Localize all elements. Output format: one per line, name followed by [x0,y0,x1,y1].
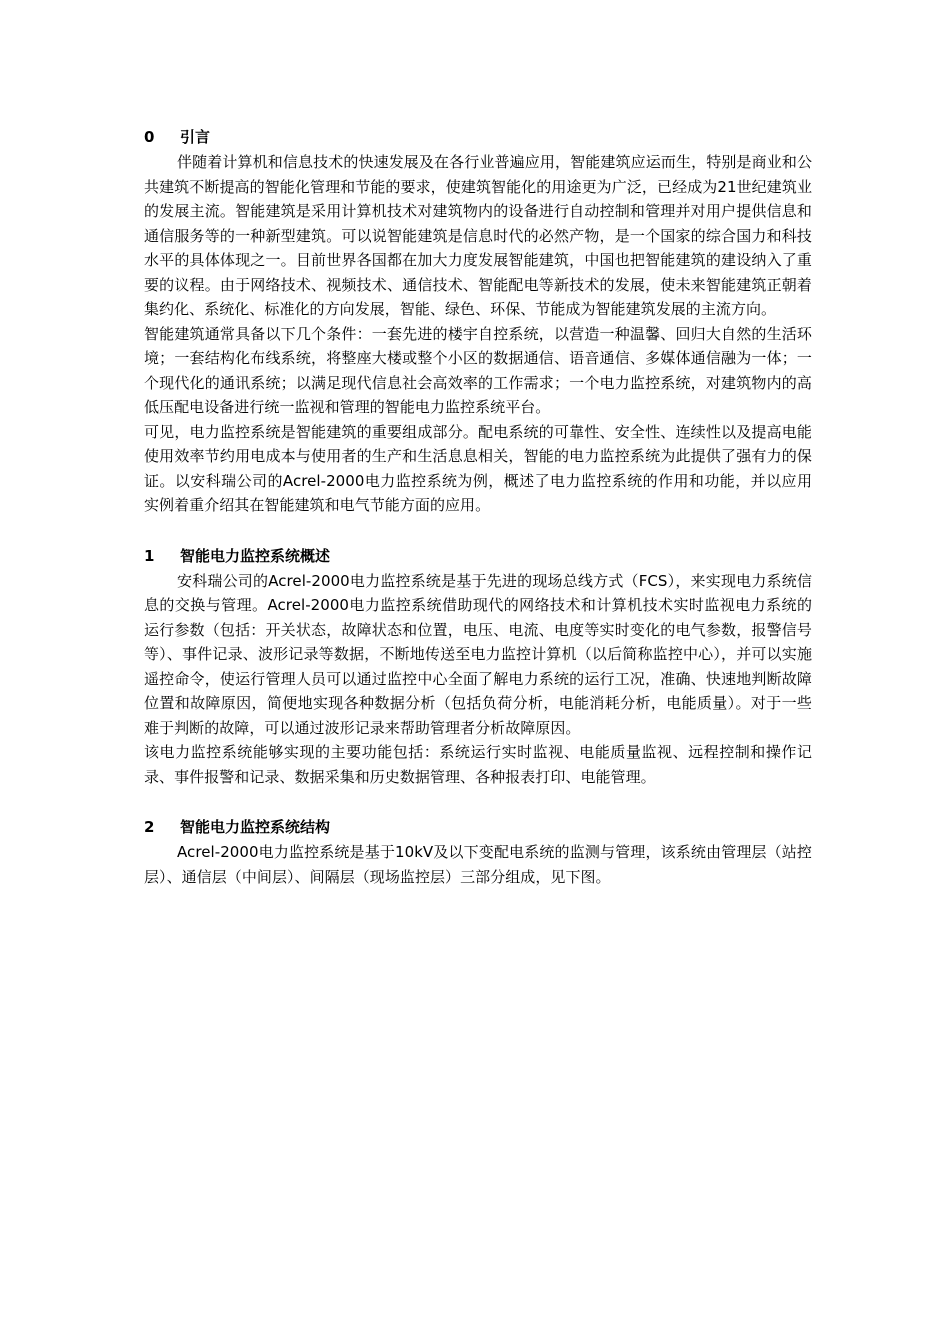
section-title: 引言 [180,128,211,146]
section-introduction [144,124,812,518]
section-overview [144,543,812,790]
paragraph: 伴随着计算机和信息技术的快速发展及在各行业普遍应用，智能建筑应运而生，特别是商业和公共建筑不断提高的智能化管理和节能的要求，使建筑智能化的用途更为广泛，已经成为21世纪建筑业的发展主流。智能建筑是采用计算机技术对建筑物内的设备进行自动控制和管理并对用户提供信息和通信服务等的一种新型建筑。可以说智能建筑是信息时代的必然产物，是一个国家的综合国力和科技水平的具体体现之一。目前世界各国都在加大力度发展智能建筑，中国也把智能建筑的建设纳入了重要的议程。由于网络技术、视频技术、通信技术、智能配电等新技术的发展，使未来智能建筑正朝着集约化、系统化、标准化的方向发展，智能、绿色、环保、节能成为智能建筑发展的主流方向。 [144,153,812,318]
section-heading [144,543,812,569]
document-page [144,124,812,889]
section-number: 0 [144,128,155,146]
section-title: 智能电力监控系统概述 [180,546,331,565]
paragraph: 安科瑞公司的Acrel-2000电力监控系统是基于先进的现场总线方式（FCS），来实现电力系统信息的交换与管理。Acrel-2000电力监控系统借助现代的网络技术和计算机技术实时监视电力系统的运行参数（包括：开关状态，故障状态和位置，电压、电流、电度等实时变化的电气参数，报警信号等）、事件记录、波形记录等数据，不断地传送至电力监控计算机（以后简称监控中心），并可以实施遥控命令，使运行管理人员可以通过监控中心全面了解电力系统的运行工况，准确、快速地判断故障位置和故障原因，简便地实现各种数据分析（包括负荷分析，电能消耗分析，电能质量）。对于一些难于判断的故障，可以通过波形记录来帮助管理者分析故障原因。 [144,571,812,737]
section-number: 1 [144,546,155,565]
paragraph: 该电力监控系统能够实现的主要功能包括：系统运行实时监视、电能质量监视、远程控制和操作记录、事件报警和记录、数据采集和历史数据管理、各种报表打印、电能管理。 [144,743,812,786]
paragraph: 可见，电力监控系统是智能建筑的重要组成部分。配电系统的可靠性、安全性、连续性以及提高电能使用效率节约用电成本与使用者的生产和生活息息相关，智能的电力监控系统为此提供了强有力的保证。以安科瑞公司的Acrel-2000电力监控系统为例，概述了电力监控系统的作用和功能，并以应用实例着重介绍其在智能建筑和电气节能方面的应用。 [144,422,812,514]
section-number: 2 [144,818,155,836]
section-heading [144,814,812,840]
paragraph: 智能建筑通常具备以下几个条件：一套先进的楼宇自控系统，以营造一种温馨、回归大自然的生活环境；一套结构化布线系统，将整座大楼或整个小区的数据通信、语音通信、多媒体通信融为一体；一个现代化的通讯系统；以满足现代信息社会高效率的工作需求；一个电力监控系统，对建筑物内的高低压配电设备进行统一监视和管理的智能电力监控系统平台。 [144,324,812,416]
section-heading [144,124,812,150]
section-structure [144,814,812,889]
paragraph: Acrel-2000电力监控系统是基于10kV及以下变配电系统的监测与管理，该系统由管理层（站控层）、通信层（中间层）、间隔层（现场监控层）三部分组成，见下图。 [144,843,812,886]
section-title: 智能电力监控系统结构 [180,818,331,836]
